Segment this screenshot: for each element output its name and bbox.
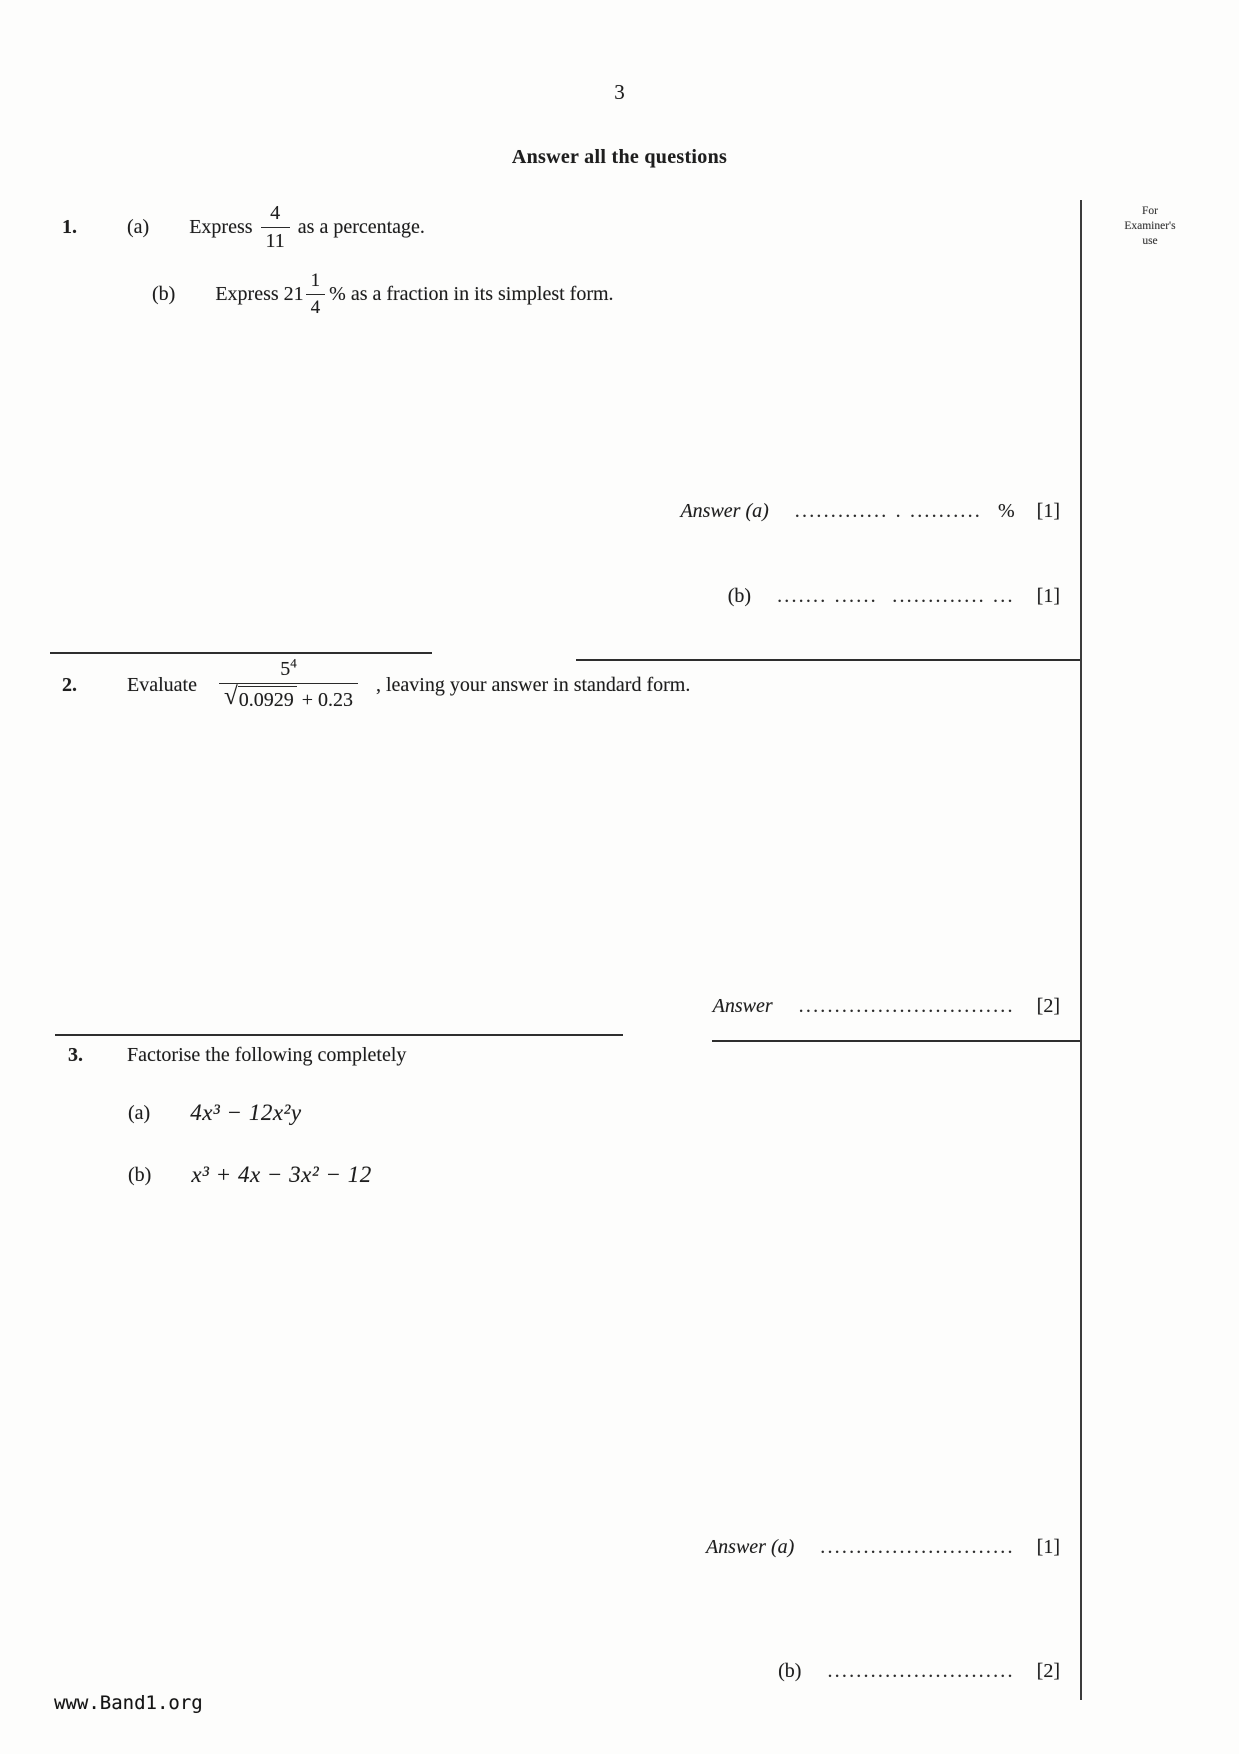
- q1b-text-post: % as a fraction in its simplest form.: [329, 282, 614, 305]
- q1a-fraction-denominator: 11: [261, 227, 290, 253]
- q1a-fraction: [261, 202, 290, 253]
- q2-text-post: , leaving your answer in standard form.: [375, 673, 691, 696]
- q1a-answer-line: [680, 500, 1060, 523]
- q3b-expression: x³ + 4x − 3x² − 12: [191, 1162, 372, 1187]
- q1b-answer-label: (b): [727, 585, 752, 607]
- q3a-marks: [1]: [1036, 1536, 1060, 1558]
- question-3-header: [68, 1044, 406, 1067]
- q3a-answer-line: [706, 1536, 1060, 1559]
- q1b-fraction: [306, 270, 326, 319]
- q1a-marks: [1]: [1036, 500, 1060, 522]
- question-3-title: Factorise the following completely: [127, 1044, 407, 1066]
- q3a-part-label: (a): [128, 1101, 151, 1124]
- examiner-column-rule: [1080, 200, 1082, 1700]
- q3b-part-label: (b): [128, 1163, 152, 1186]
- radical-sign-icon: √: [223, 683, 238, 710]
- page-number: 3: [614, 80, 625, 104]
- question-1-number: 1.: [62, 216, 77, 238]
- q3b-answer-label: (b): [778, 1660, 802, 1682]
- examiner-use-line2: Examiner's: [1124, 219, 1176, 232]
- q1b-answer-line: [728, 585, 1060, 608]
- q1a-fraction-numerator: 4: [270, 202, 281, 224]
- q2-text-pre: Evaluate: [127, 673, 197, 696]
- question-3-number: 3.: [68, 1044, 83, 1066]
- q2-num-exponent: 4: [290, 655, 297, 671]
- examiner-use-line1: For: [1142, 205, 1158, 217]
- q1a-answer-label: Answer (a): [680, 500, 769, 522]
- question-1-part-b: [152, 270, 614, 319]
- footer-url: www.Band1.org: [54, 1692, 203, 1714]
- section-divider-2-left: [55, 1034, 623, 1036]
- q3a-expression: 4x³ − 12x²y: [190, 1100, 302, 1125]
- instructions-heading: Answer all the questions: [511, 146, 728, 168]
- q2-fraction: [219, 655, 358, 712]
- q2-answer-line: [713, 995, 1060, 1018]
- q1a-percent-sign: %: [998, 500, 1015, 522]
- q1b-fraction-denominator: 4: [306, 294, 326, 319]
- q2-square-root: [223, 683, 297, 712]
- q3a-answer-dots: ...........................: [820, 1536, 1015, 1558]
- question-2: [62, 655, 704, 712]
- q1a-part-label: (a): [127, 216, 150, 238]
- q2-answer-dots: ..............................: [798, 995, 1015, 1017]
- examiner-use-line3: use: [1142, 234, 1158, 247]
- section-divider-1-left: [50, 652, 432, 654]
- q3a-answer-label: Answer (a): [705, 1536, 795, 1558]
- q3b-answer-line: [778, 1660, 1060, 1683]
- question-2-number: 2.: [62, 673, 77, 696]
- q1b-marks: [1]: [1036, 585, 1060, 607]
- q2-fraction-numerator: [275, 655, 302, 683]
- question-1-part-a: [62, 202, 425, 253]
- q1b-part-label: (b): [152, 282, 176, 305]
- section-divider-2-right: [712, 1040, 1080, 1042]
- q2-denominator-rest: + 0.23: [296, 689, 353, 711]
- q2-marks: [2]: [1036, 995, 1060, 1017]
- q1a-answer-dots: ............. . ..........: [794, 500, 982, 522]
- q2-fraction-denominator: [219, 683, 358, 712]
- q1b-text-pre: Express 21: [215, 282, 304, 305]
- q2-answer-label: Answer: [712, 995, 773, 1017]
- q1a-text-pre: Express: [189, 216, 253, 238]
- q1a-text-post: as a percentage.: [297, 216, 425, 238]
- examiner-use-label: [1094, 204, 1206, 249]
- question-3-part-b: [128, 1162, 372, 1188]
- question-3-part-a: [128, 1100, 302, 1126]
- q3b-marks: [2]: [1036, 1660, 1060, 1682]
- q1b-fraction-numerator: 1: [310, 270, 321, 291]
- q2-radicand: 0.0929: [238, 686, 297, 712]
- q3b-answer-dots: ..........................: [827, 1660, 1015, 1682]
- q2-num-base: 5: [280, 658, 291, 680]
- q1b-answer-dots: ....... ...... ............. ...: [777, 585, 1015, 607]
